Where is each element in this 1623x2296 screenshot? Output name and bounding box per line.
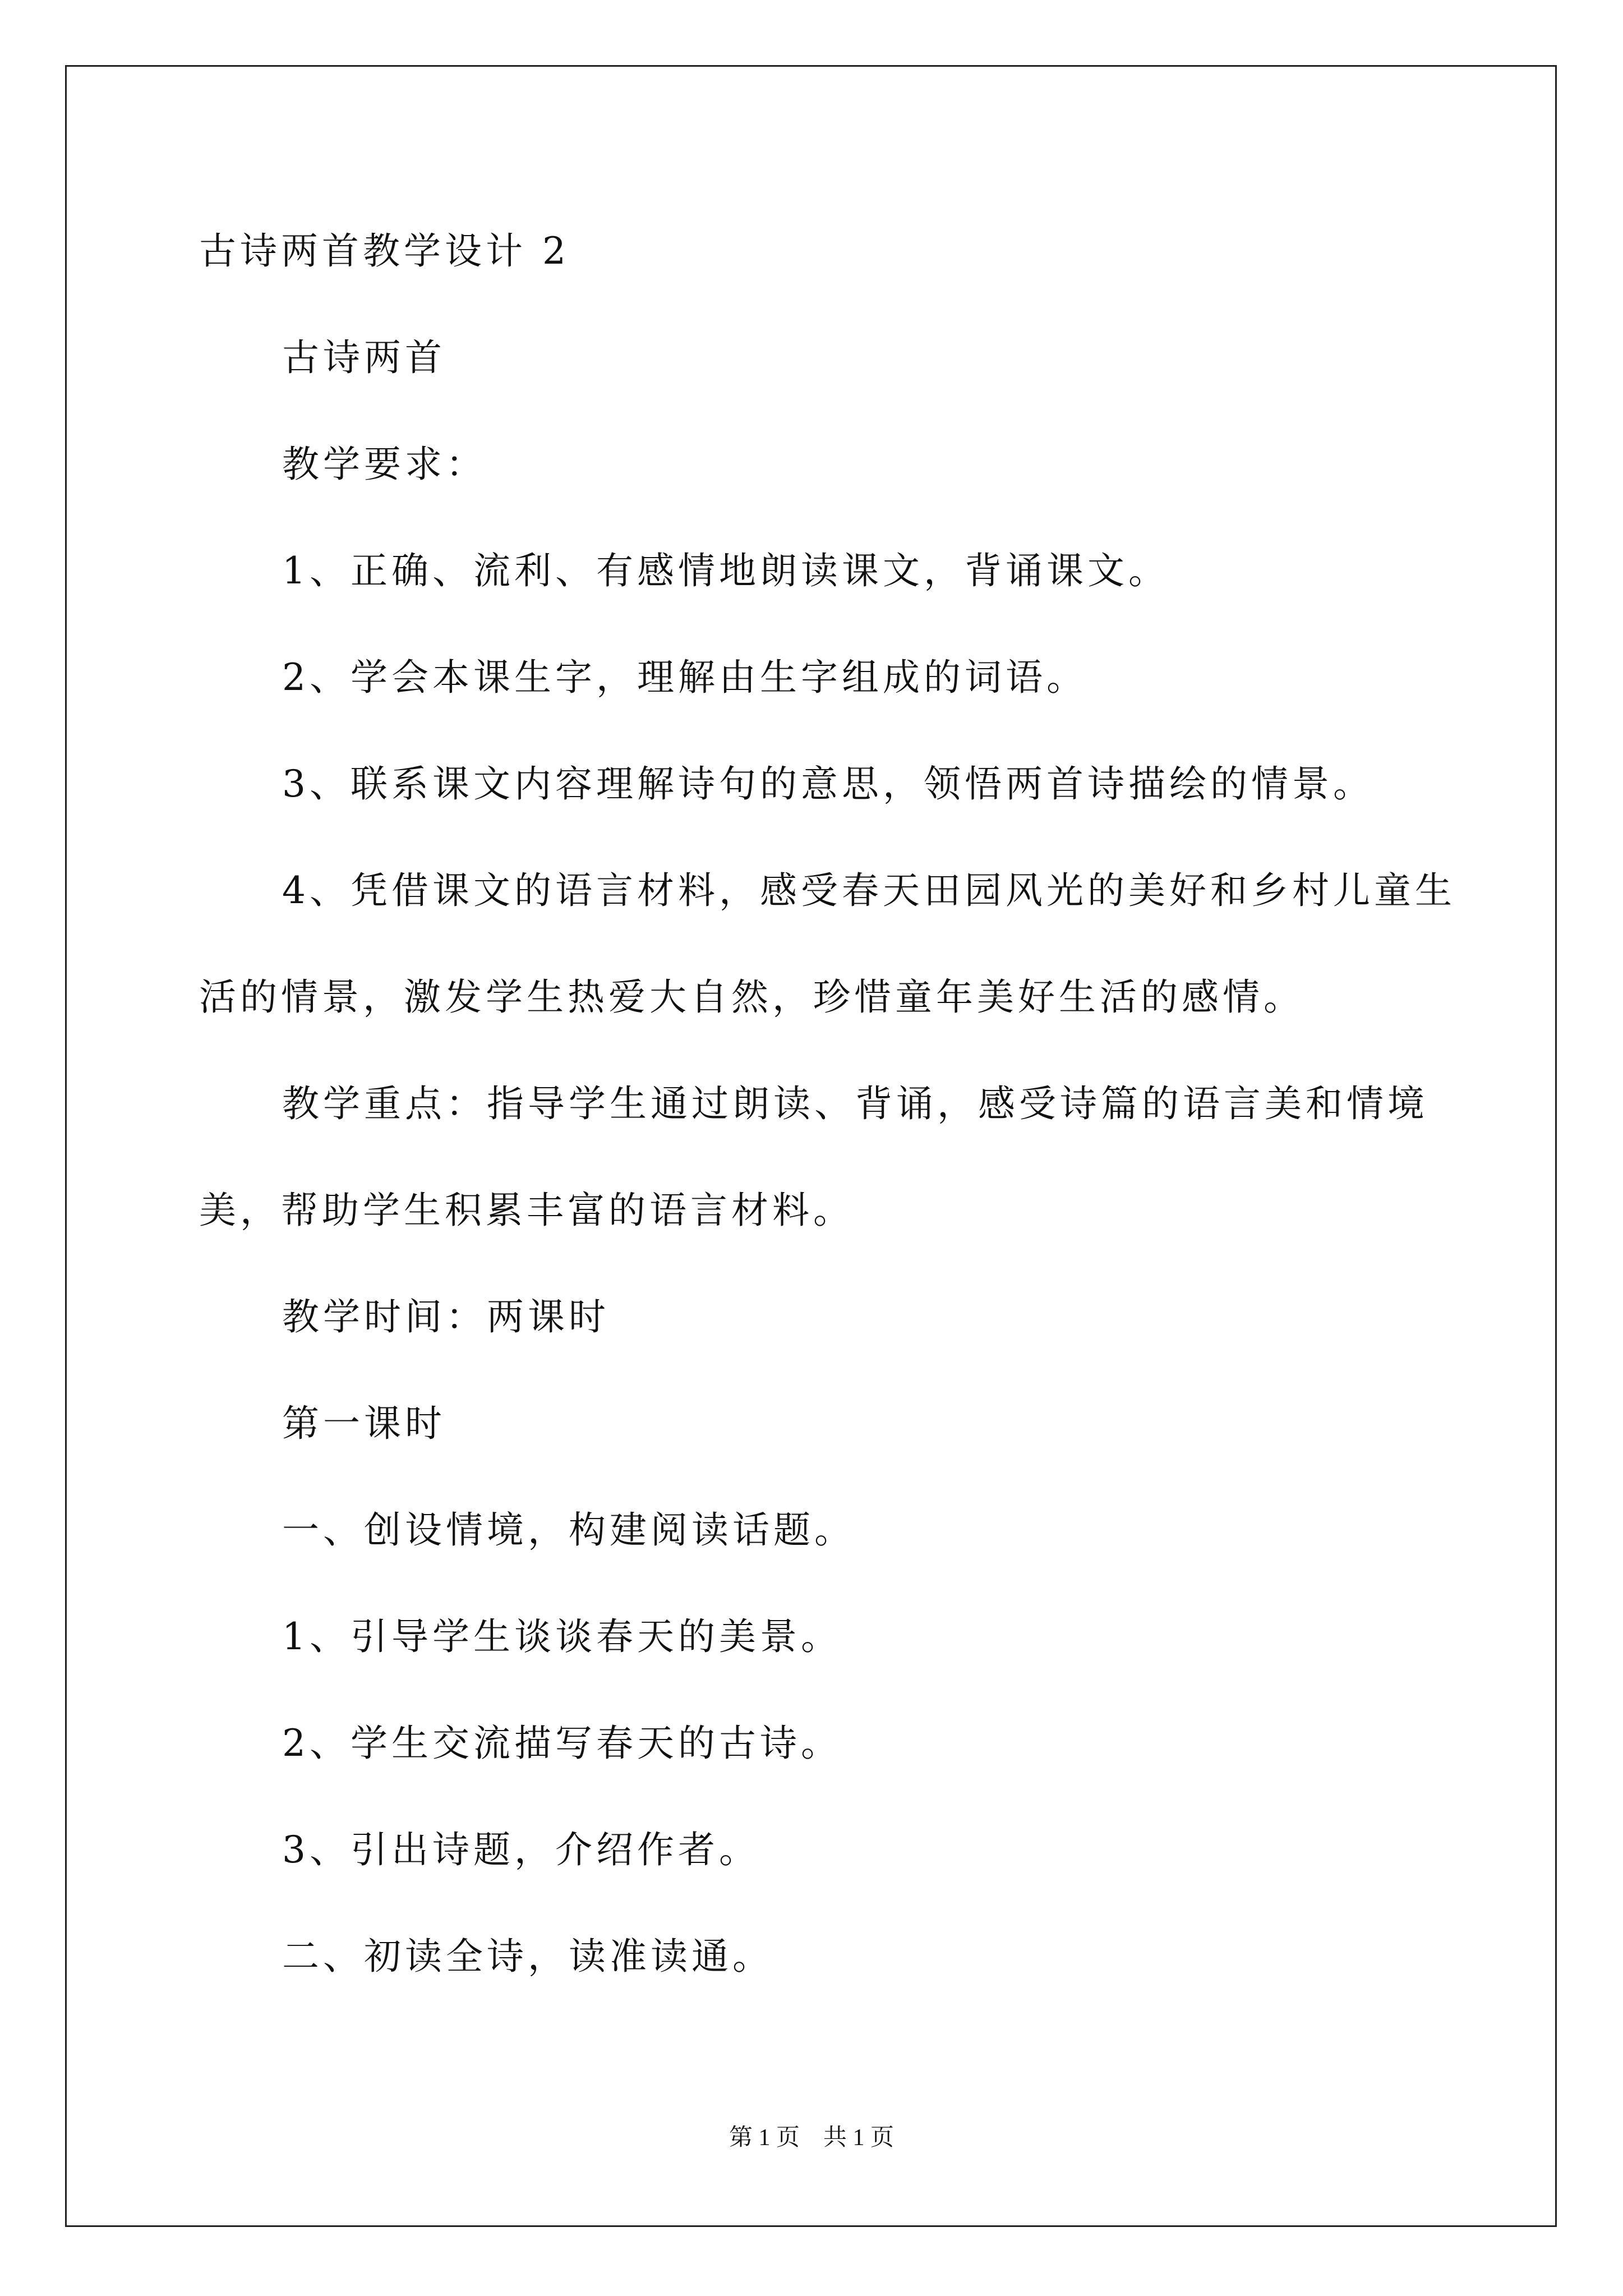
paragraph-continuation: 活的情景，激发学生热爱大自然，珍惜童年美好生活的感情。: [199, 976, 1304, 1019]
page-number-footer: 第 1 页 共 1 页: [728, 2125, 894, 2151]
paragraph: 教学时间：两课时: [282, 1295, 610, 1338]
paragraph: 1、引导学生谈谈春天的美景。: [282, 1615, 842, 1658]
paragraph: 4、凭借课文的语言材料，感受春天田园风光的美好和乡村儿童生: [282, 869, 1456, 912]
paragraph: 一、创设情境，构建阅读话题。: [282, 1508, 855, 1552]
paragraph: 1、正确、流利、有感情地朗读课文，背诵课文。: [282, 549, 1169, 592]
page-border: [65, 65, 1557, 2227]
document-title: 古诗两首教学设计 2: [199, 229, 570, 273]
paragraph-continuation: 美，帮助学生积累丰富的语言材料。: [199, 1189, 854, 1232]
paragraph: 3、引出诗题，介绍作者。: [282, 1828, 760, 1871]
paragraph: 3、联系课文内容理解诗句的意思，领悟两首诗描绘的情景。: [282, 762, 1374, 806]
paragraph: 第一课时: [282, 1402, 446, 1445]
paragraph: 古诗两首: [282, 336, 446, 379]
paragraph: 教学重点：指导学生通过朗读、背诵，感受诗篇的语言美和情境: [282, 1082, 1428, 1125]
paragraph: 2、学会本课生字，理解由生字组成的词语。: [282, 656, 1087, 699]
paragraph: 2、学生交流描写春天的古诗。: [282, 1722, 842, 1765]
paragraph: 二、初读全诗，读准读通。: [282, 1935, 773, 1978]
paragraph: 教学要求：: [282, 443, 487, 486]
